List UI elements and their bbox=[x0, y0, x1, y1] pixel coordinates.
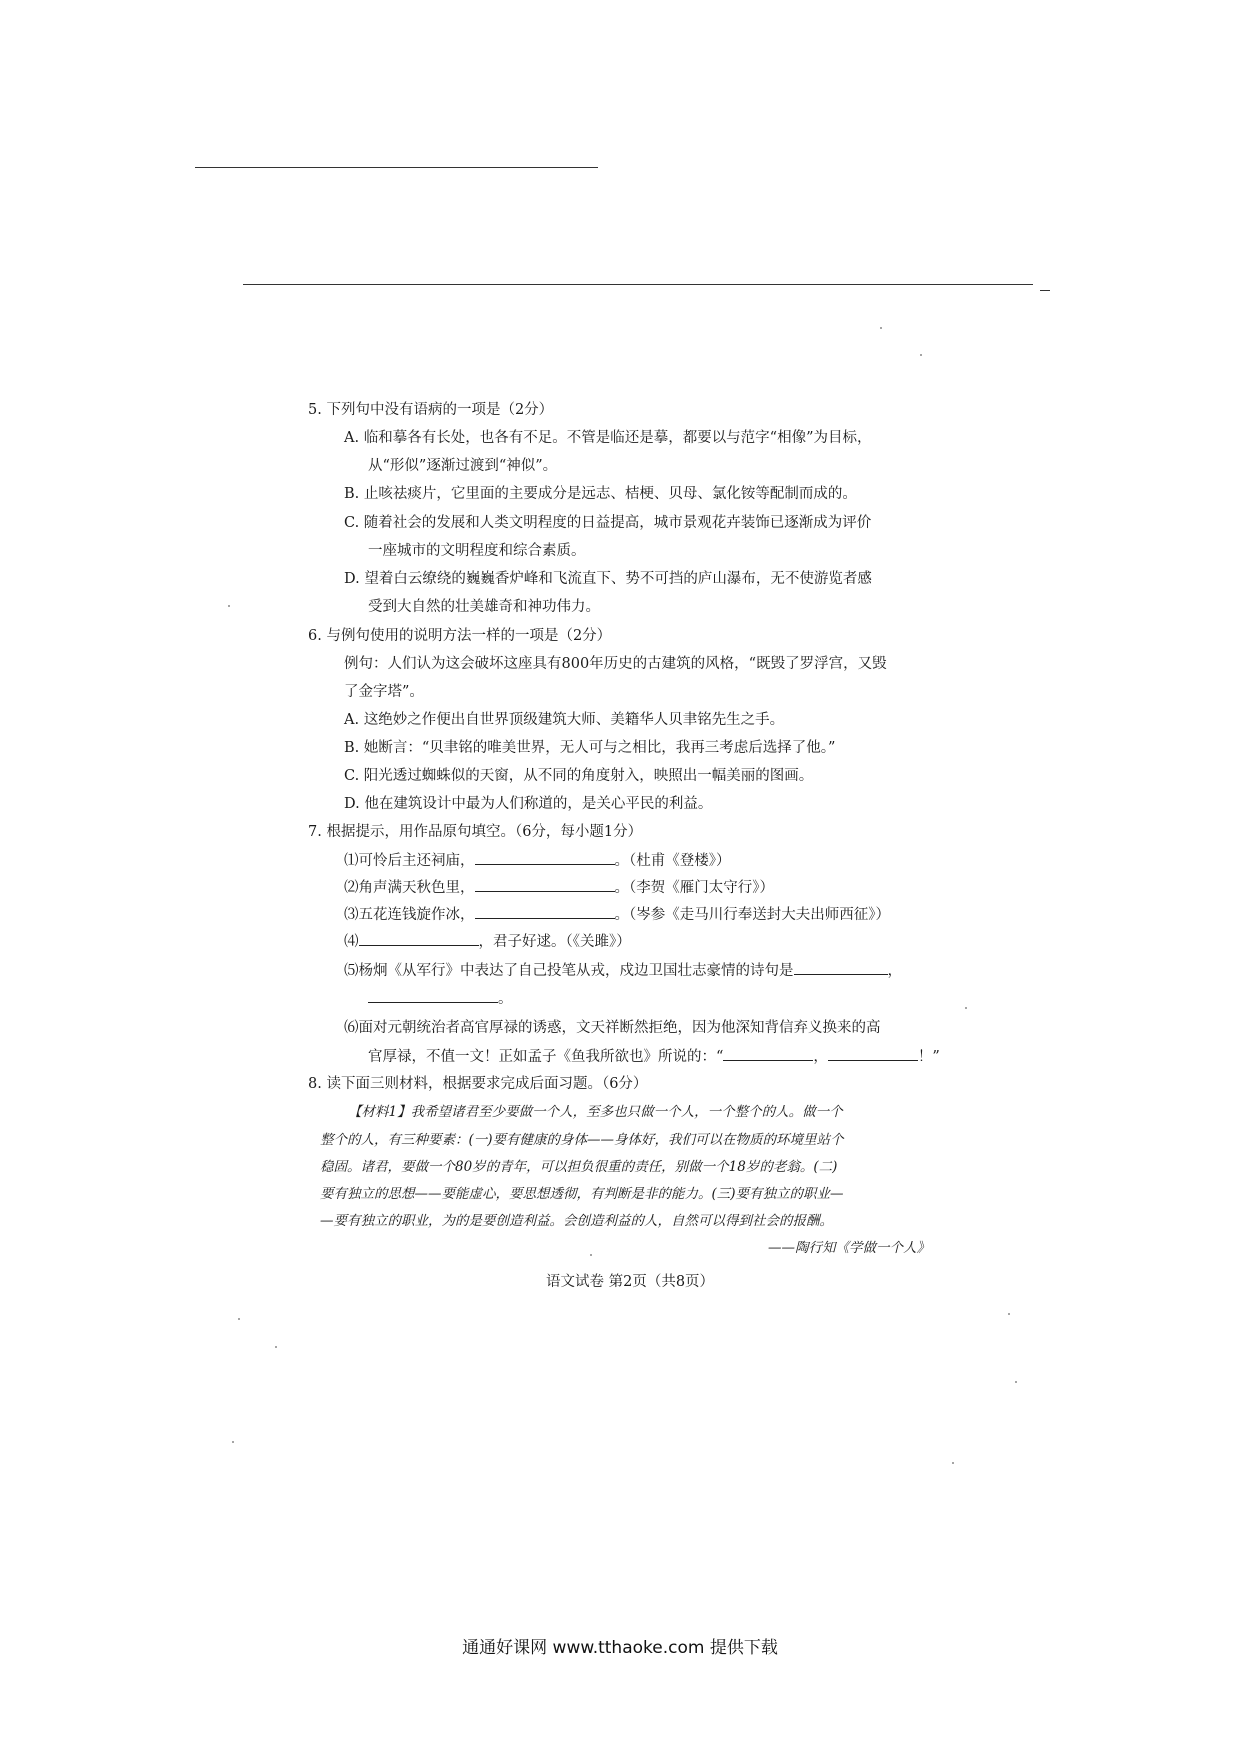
item-5-prompt: ⑸杨炯《从军行》中表达了自己投笔从戎，戍边卫国壮志豪情的诗句是 bbox=[344, 963, 794, 979]
material-1-line-4: 要有独立的思想——要能虚心，要思想透彻，有判断是非的能力。(三)要有独立的职业— bbox=[320, 1186, 844, 1202]
question-7-item-5 bbox=[344, 960, 902, 981]
item-2-source: 。（李贺《雁门太守行》） bbox=[614, 880, 774, 896]
material-1-line-3: 稳固。诸君，要做一个80岁的青年，可以担负很重的责任，别做一个18岁的老翁。(二) bbox=[320, 1159, 838, 1175]
scan-speck bbox=[952, 1462, 954, 1464]
page-number-label: 语文试卷 第2页（共8页） bbox=[546, 1274, 715, 1290]
question-5-option-a: A. 临和摹各有长处，也各有不足。不管是临还是摹，都要以与范字“相像”为目标， bbox=[344, 430, 872, 446]
question-6-option-b: B. 她断言：“贝聿铭的唯美世界，无人可与之相比，我再三考虑后选择了他。” bbox=[344, 740, 836, 756]
scan-speck bbox=[590, 1254, 592, 1256]
scan-speck bbox=[880, 327, 882, 329]
item-5-answer-blank-1[interactable] bbox=[794, 960, 888, 975]
question-7-item-6: ⑹面对元朝统治者高官厚禄的诱惑，文天祥断然拒绝，因为他深知背信弃义换来的高 bbox=[344, 1020, 881, 1036]
item-6-end: ！” bbox=[917, 1049, 940, 1065]
scan-speck bbox=[275, 1346, 277, 1348]
item-6-answer-blank-2[interactable] bbox=[828, 1046, 918, 1061]
question-6-stem: 6. 与例句使用的说明方法一样的一项是（2分） bbox=[308, 628, 612, 644]
item-5-period: 。 bbox=[498, 991, 513, 1007]
question-5-option-d: D. 望着白云缭绕的巍巍香炉峰和飞流直下、势不可挡的庐山瀑布，无不使游览者感 bbox=[344, 571, 872, 587]
question-5-option-c-cont: 一座城市的文明程度和综合素质。 bbox=[368, 543, 586, 559]
top-long-rule bbox=[243, 284, 1033, 285]
question-7-stem: 7. 根据提示，用作品原句填空。（6分，每小题1分） bbox=[308, 824, 643, 840]
item-5-answer-blank-2[interactable] bbox=[368, 988, 498, 1003]
scan-speck bbox=[965, 1007, 967, 1009]
question-6-option-a: A. 这绝妙之作便出自世界顶级建筑大师、美籍华人贝聿铭先生之手。 bbox=[344, 712, 785, 728]
item-3-prompt: ⑶五花连钱旋作冰， bbox=[344, 907, 475, 923]
question-5-option-d-cont: 受到大自然的壮美雄奇和神功伟力。 bbox=[368, 599, 600, 615]
item-1-source: 。（杜甫《登楼》） bbox=[614, 853, 731, 869]
item-6-prompt: 官厚禄，不值一文！正如孟子《鱼我所欲也》所说的：“ bbox=[368, 1049, 724, 1065]
question-7-item-1 bbox=[344, 850, 731, 871]
question-8-stem: 8. 读下面三则材料，根据要求完成后面习题。（6分） bbox=[308, 1076, 648, 1092]
item-4-prompt: ⑷ bbox=[344, 934, 359, 950]
question-7-item-2 bbox=[344, 877, 774, 898]
scan-speck bbox=[238, 1318, 240, 1320]
item-1-prompt: ⑴可怜后主还祠庙， bbox=[344, 853, 475, 869]
question-7-item-5-cont bbox=[368, 988, 513, 1009]
question-6-example: 例句：人们认为这会破坏这座具有800年历史的古建筑的风格，“既毁了罗浮宫，又毁 bbox=[344, 656, 887, 672]
item-4-answer-blank[interactable] bbox=[359, 931, 479, 946]
question-5-option-b: B. 止咳祛痰片，它里面的主要成分是远志、桔梗、贝母、氯化铵等配制而成的。 bbox=[344, 486, 857, 502]
material-1-line-1: 【材料1】我希望诸君至少要做一个人，至多也只做一个人，一个整个的人。做一个 bbox=[348, 1104, 843, 1120]
question-6-example-cont: 了金字塔”。 bbox=[344, 684, 424, 700]
question-5-option-a-cont: 从“形似”逐渐过渡到“神似”。 bbox=[368, 458, 558, 474]
item-4-source: ，君子好逑。（《关雎》） bbox=[478, 934, 631, 950]
item-5-comma: ， bbox=[887, 963, 902, 979]
scan-speck bbox=[1008, 1313, 1010, 1315]
scan-speck bbox=[1015, 1381, 1017, 1383]
item-2-answer-blank[interactable] bbox=[475, 877, 615, 892]
question-5-option-c: C. 随着社会的发展和人类文明程度的日益提高，城市景观花卉装饰已逐渐成为评价 bbox=[344, 515, 872, 531]
scan-speck bbox=[228, 605, 230, 607]
question-5-stem: 5. 下列句中没有语病的一项是（2分） bbox=[308, 402, 554, 418]
scan-speck bbox=[920, 354, 922, 356]
item-3-answer-blank[interactable] bbox=[475, 904, 615, 919]
item-6-comma: ， bbox=[813, 1049, 828, 1065]
item-6-answer-blank-1[interactable] bbox=[723, 1046, 813, 1061]
footer-watermark: 通通好课网 www.tthaoke.com 提供下载 bbox=[462, 1638, 778, 1658]
material-1-source: ——陶行知《学做一个人》 bbox=[768, 1240, 930, 1256]
item-1-answer-blank[interactable] bbox=[475, 850, 615, 865]
top-short-rule bbox=[195, 167, 598, 168]
question-7-item-6-cont bbox=[368, 1046, 940, 1067]
question-7-item-3 bbox=[344, 904, 890, 925]
top-rule-tick bbox=[1040, 290, 1050, 291]
question-7-item-4 bbox=[344, 931, 631, 952]
material-1-line-2: 整个的人，有三种要素：(一)要有健康的身体——身体好，我们可以在物质的环境里站个 bbox=[320, 1132, 844, 1148]
scan-speck bbox=[232, 1441, 234, 1443]
item-2-prompt: ⑵角声满天秋色里， bbox=[344, 880, 475, 896]
question-6-option-d: D. 他在建筑设计中最为人们称道的，是关心平民的利益。 bbox=[344, 796, 713, 812]
question-6-option-c: C. 阳光透过蜘蛛似的天窗，从不同的角度射入，映照出一幅美丽的图画。 bbox=[344, 768, 814, 784]
item-3-source: 。（岑参《走马川行奉送封大夫出师西征》） bbox=[614, 907, 890, 923]
material-1-line-5: —要有独立的职业，为的是要创造利益。会创造利益的人，自然可以得到社会的报酬。 bbox=[320, 1213, 833, 1229]
